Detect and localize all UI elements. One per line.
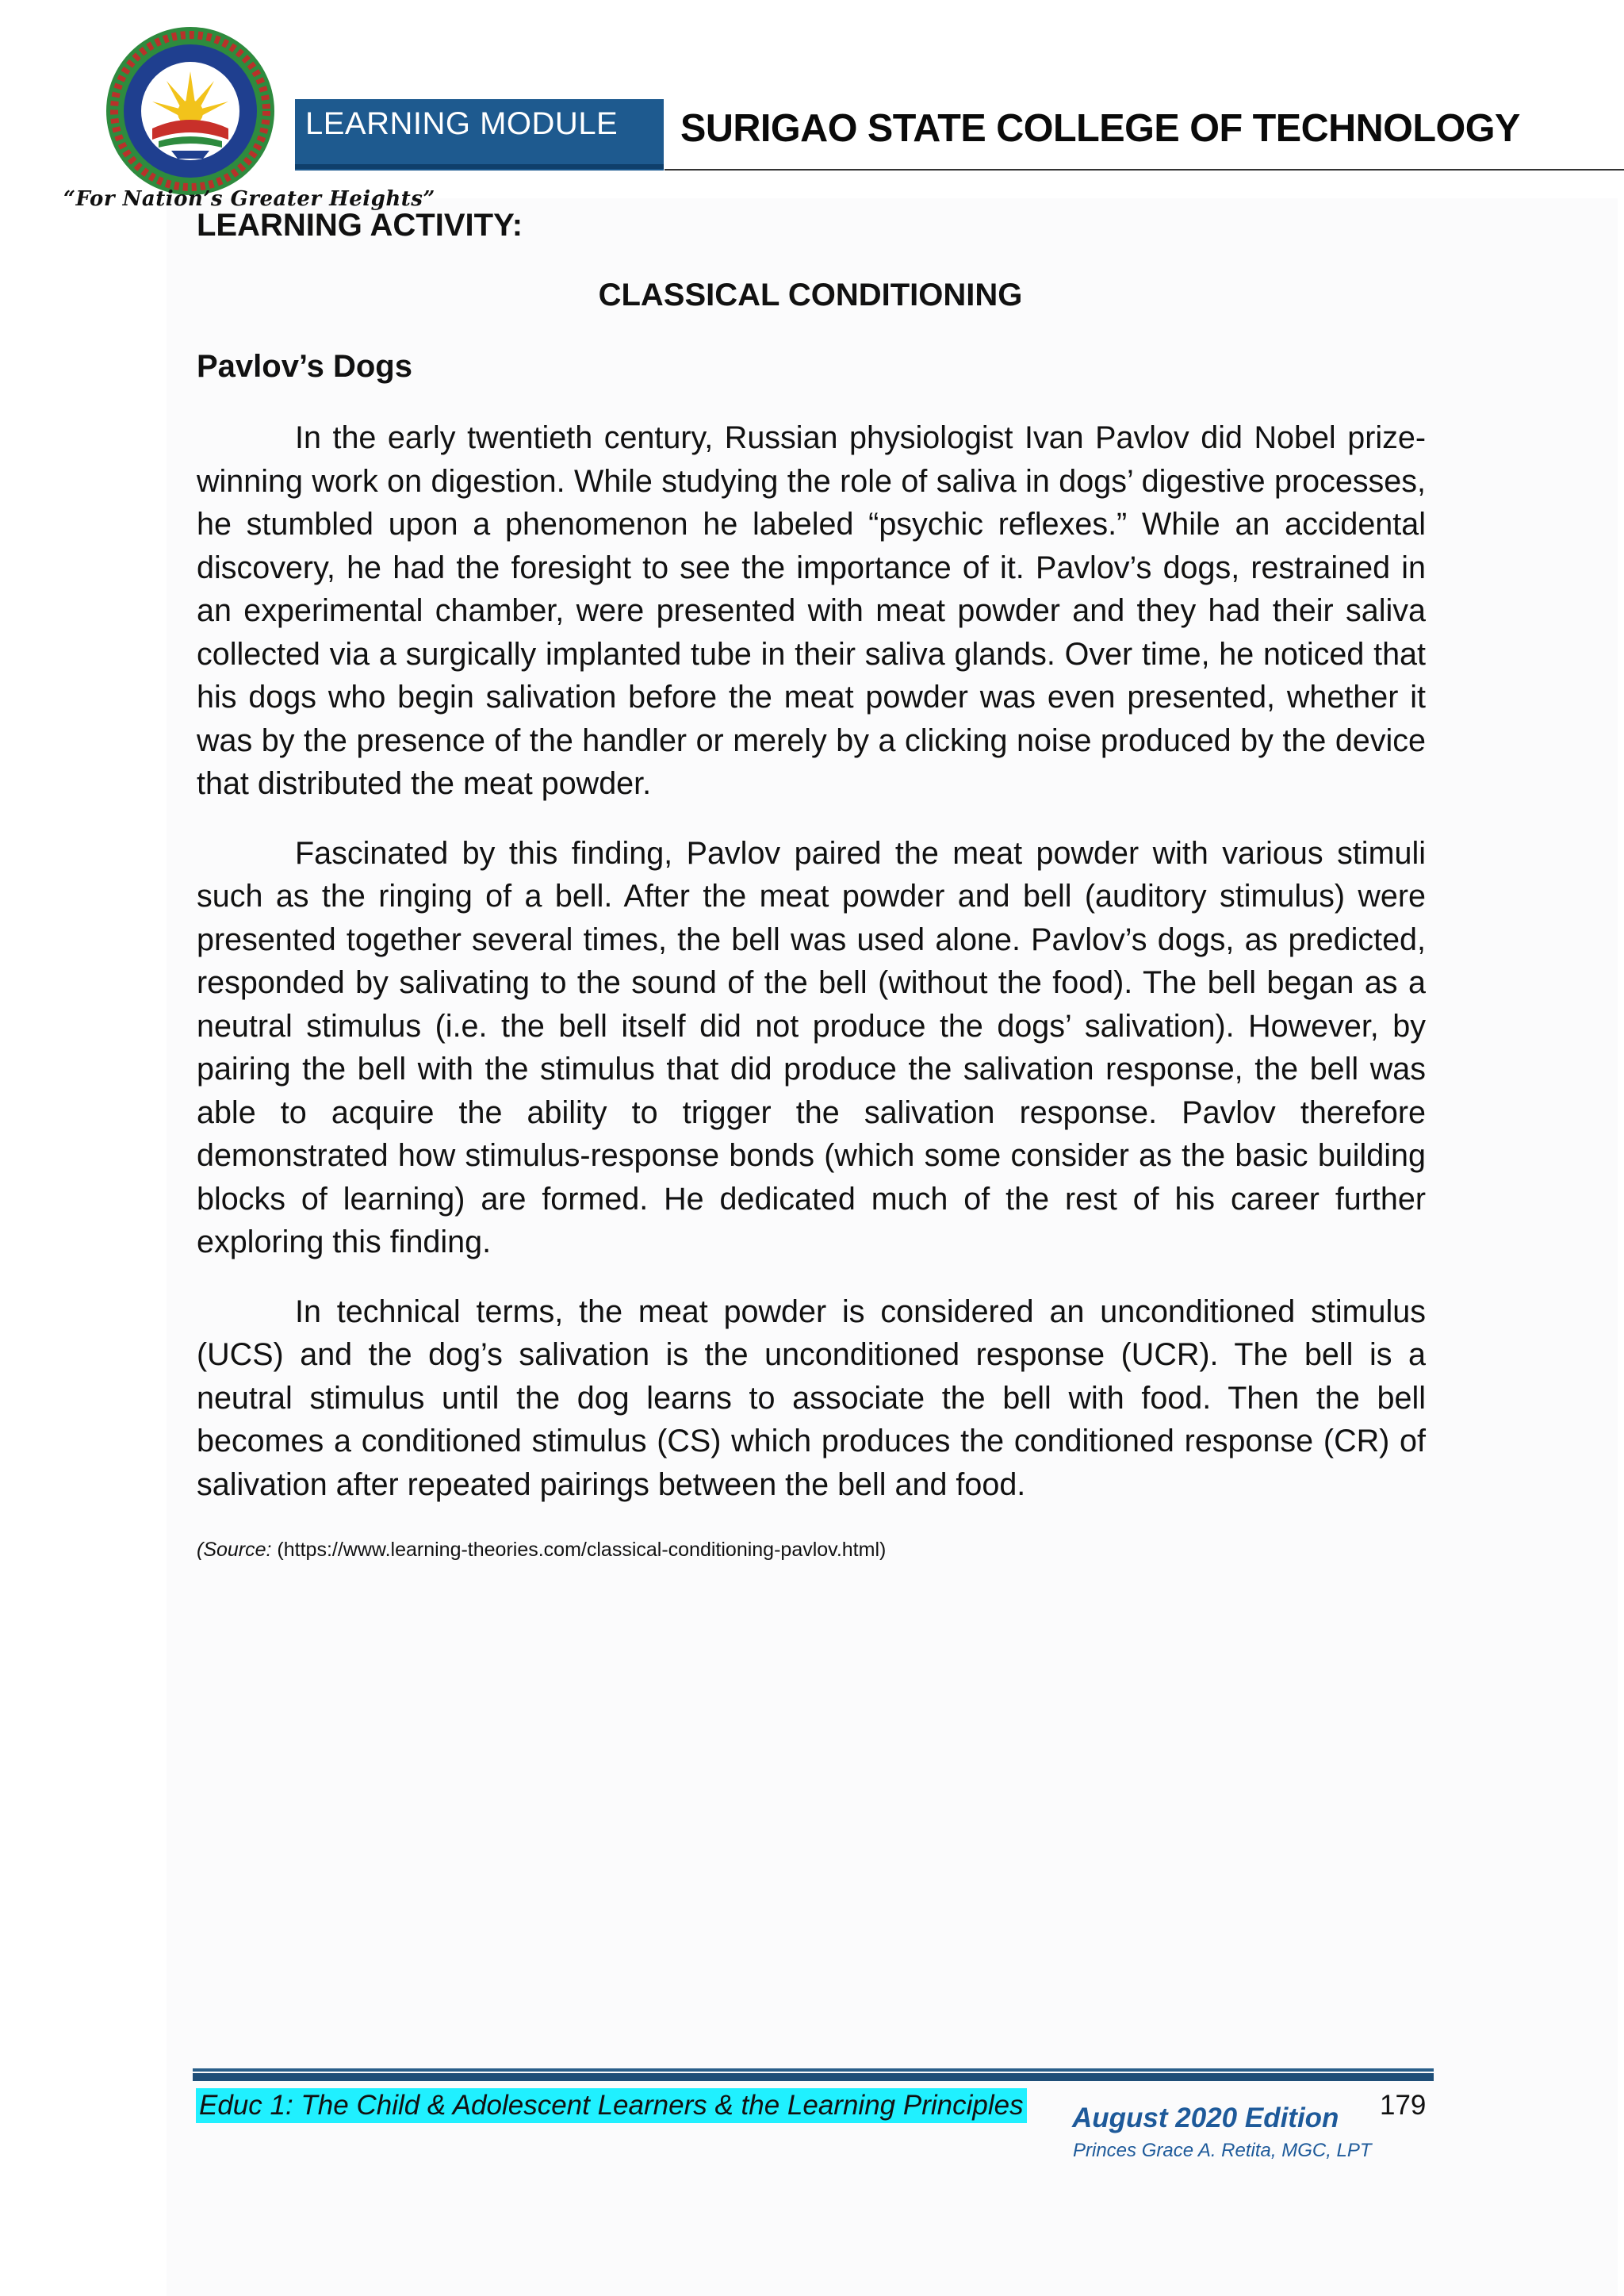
source-citation (197, 1539, 886, 1562)
source-label: (Source: (197, 1539, 272, 1561)
section-title-text: CLASSICAL CONDITIONING (598, 278, 1023, 312)
learning-module-label: LEARNING MODULE (305, 106, 619, 141)
footer-divider-thin (193, 2068, 1434, 2072)
college-name: SURIGAO STATE COLLEGE OF TECHNOLOGY (680, 107, 1520, 150)
subheading: Pavlov’s Dogs (197, 349, 412, 384)
badge-underline (295, 164, 664, 169)
footer-edition: August 2020 Edition (1072, 2102, 1339, 2133)
footer-course-title: Educ 1: The Child & Adolescent Learners & the Learning Principles (196, 2088, 1027, 2123)
college-seal-logo (103, 24, 278, 198)
paragraph: Fascinated by this finding, Pavlov paired the meat powder with various stimuli such as the ringing of a bell. After the meat powder and bell (auditory stimulus) were presented together several times, the bell was used alone. Pavlov’s dogs, as predicted, responded by salivating to the sound of the bell (without the food). The bell began as a neutral stimulus (i.e. the bell itself did not produce the dogs’ salivation). However, by pairing the bell with the stimulus that did produce the salivation response, the bell was able to acquire the ability to trigger the salivation response. Pavlov therefore demonstrated how stimulus-response bonds (which some consider as the basic building blocks of learning) are formed. He dedicated much of the rest of his career further exploring this finding. (197, 835, 1426, 1259)
source-url[interactable]: (https://www.learning-theories.com/classical-conditioning-pavlov.html) (271, 1539, 887, 1561)
footer-author: Princes Grace A. Retita, MGC, LPT (1073, 2140, 1372, 2161)
paragraph: In the early twentieth century, Russian physiologist Ivan Pavlov did Nobel prize-winning work on digestion. While studying the role of saliva in dogs’ digestive processes, he stumbled upon a phenomenon he labeled “psychic reflexes.” While an accidental discovery, he had the foresight to see the importance of it. Pavlov’s dogs, restrained in an experimental chamber, were presented with meat powder and they had their saliva collected via a surgically implanted tube in their saliva glands. Over time, he noticed that his dogs who begin salivation before the meat powder was even presented, whether it was by the presence of the handler or merely by a clicking noise produced by the device that distributed the meat powder. (197, 420, 1426, 801)
page-number: 179 (1380, 2090, 1427, 2121)
header-divider (665, 169, 1624, 171)
section-title (0, 278, 1624, 313)
college-motto: “For Nation’s Greater Heights” (63, 187, 435, 211)
activity-label: LEARNING ACTIVITY: (197, 208, 523, 243)
paragraph: In technical terms, the meat powder is considered an unconditioned stimulus (UCS) and the dog’s salivation is the unconditioned response (UCR). The bell is a neutral stimulus until the dog learns to associate the bell with food. Then the bell becomes a conditioned stimulus (CS) which produces the conditioned response (CR) of salivation after repeated pairings between the bell and food. (197, 1294, 1426, 1502)
article-body (197, 416, 1426, 1532)
footer-divider-thick (193, 2073, 1434, 2081)
